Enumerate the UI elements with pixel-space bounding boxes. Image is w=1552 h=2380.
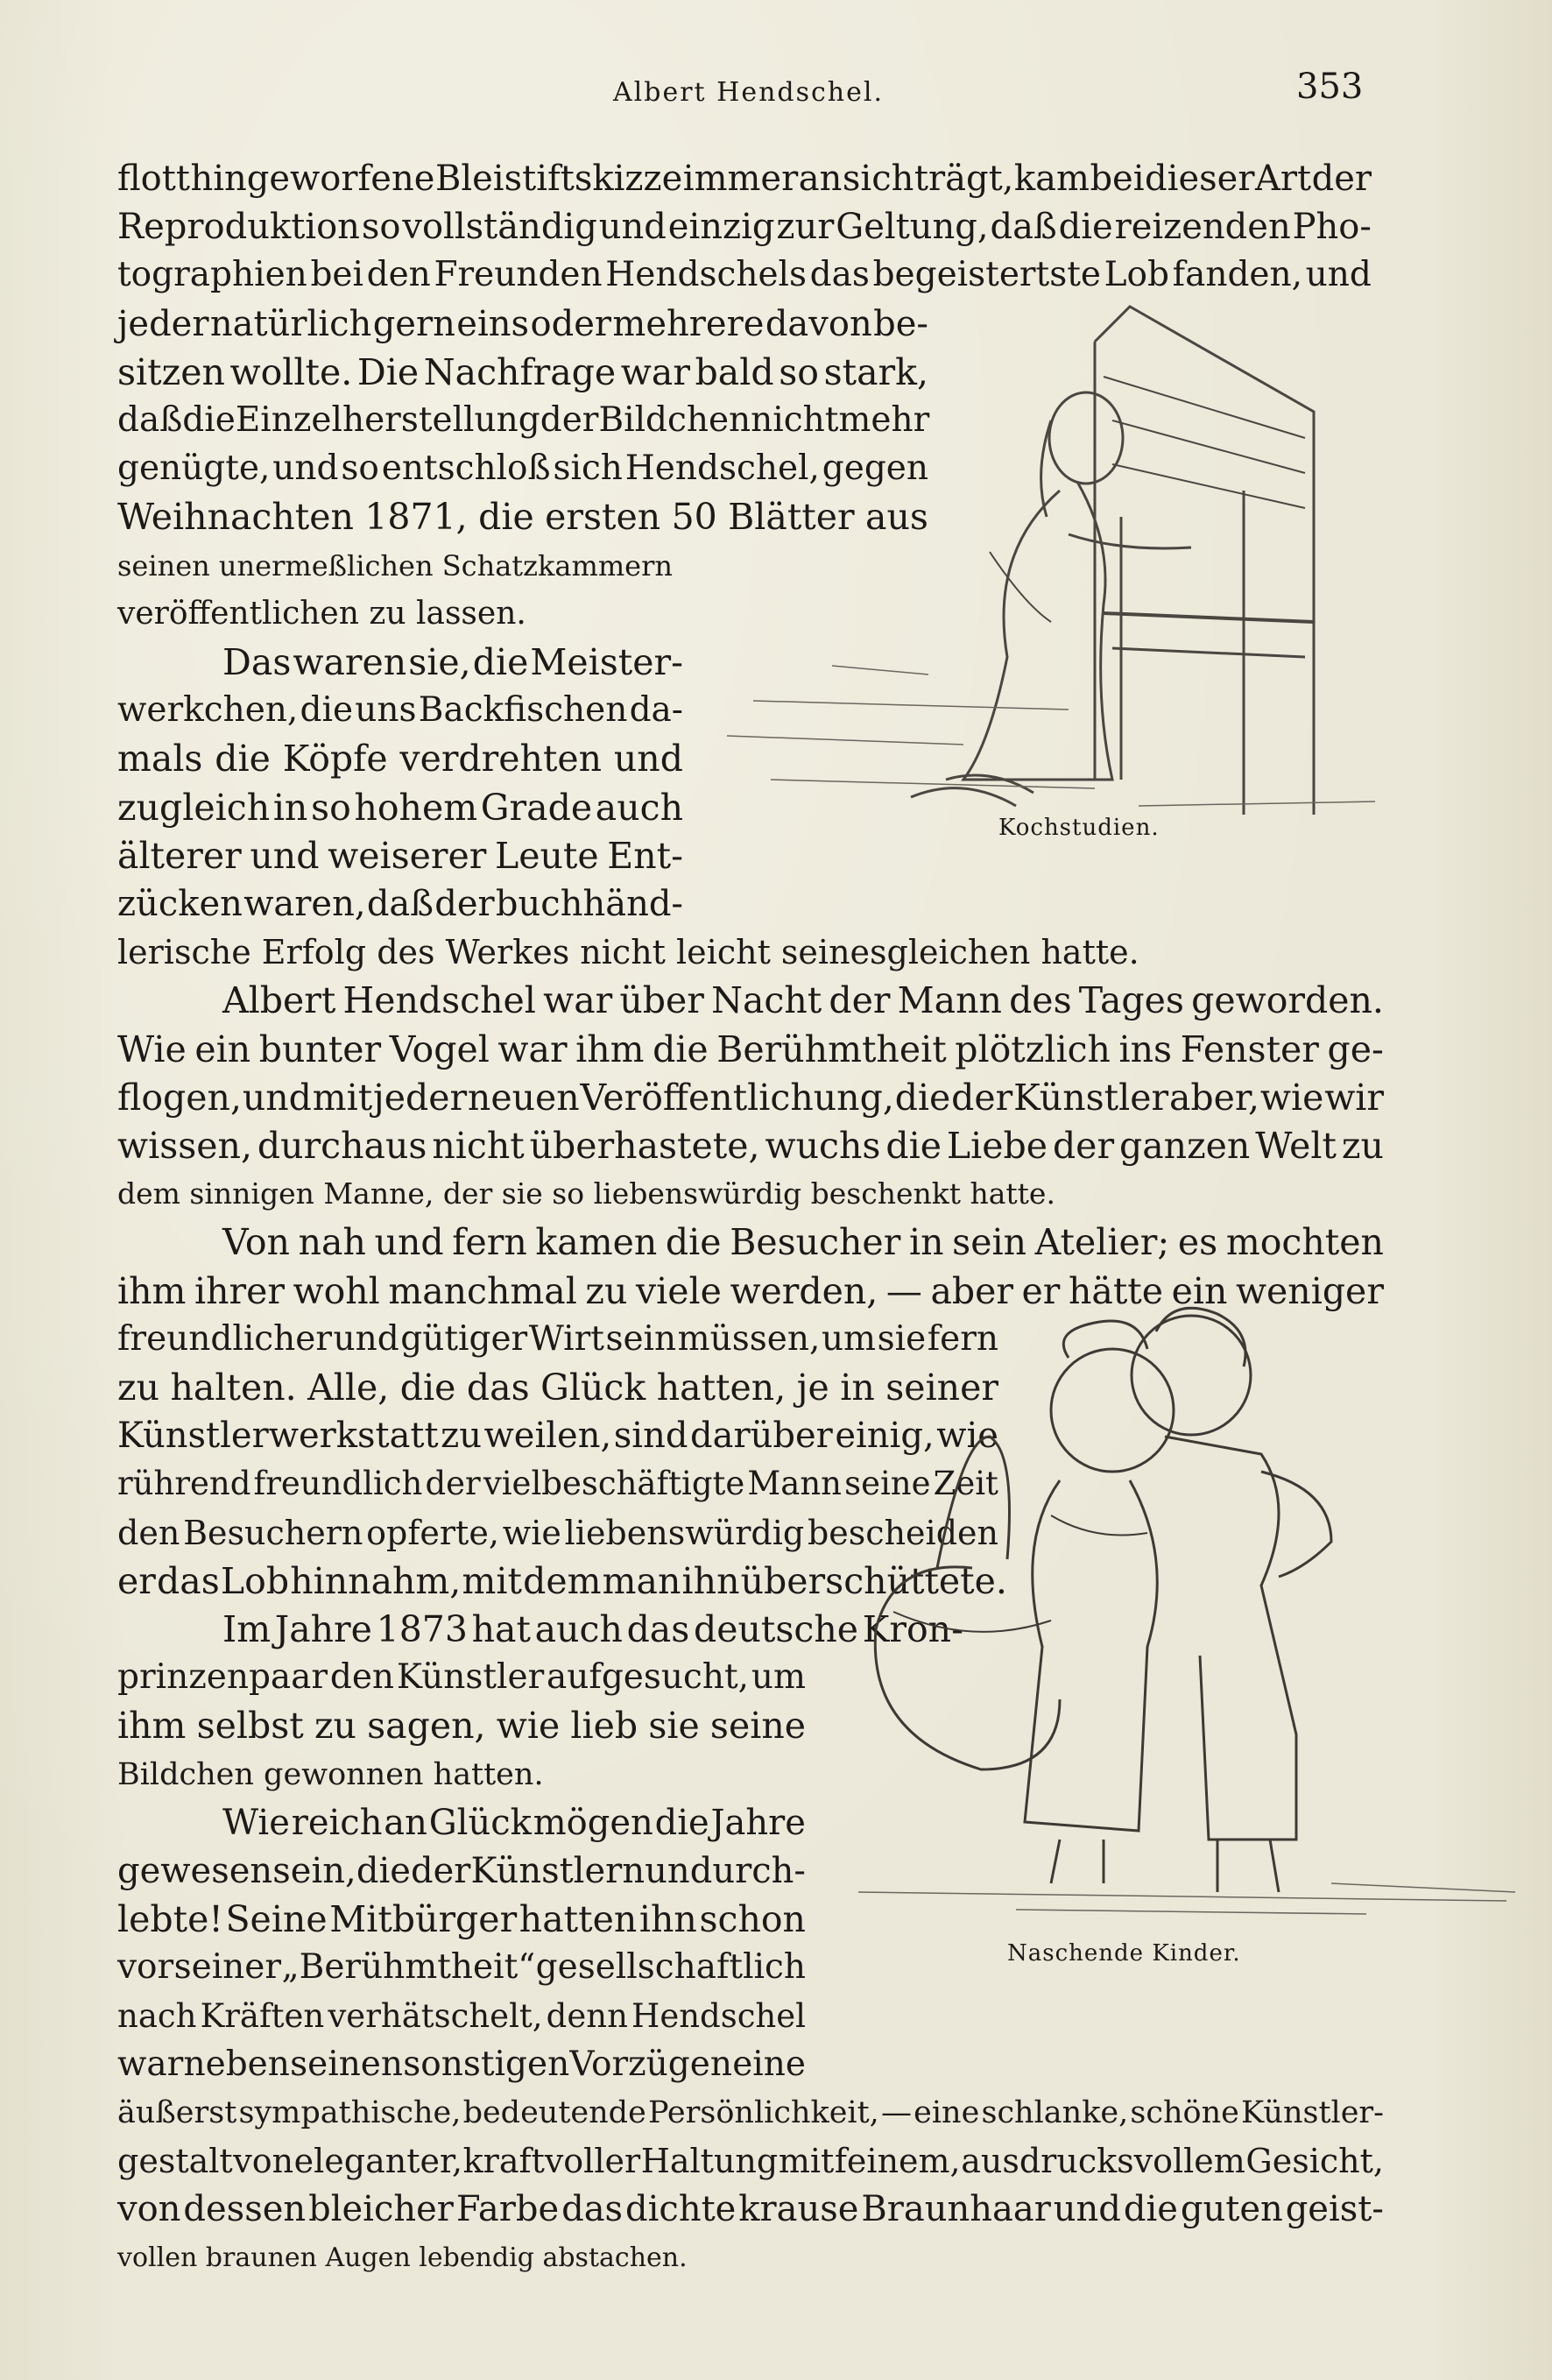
figure-caption-naschende-kinder: Naschende Kinder. — [1007, 1940, 1241, 1967]
figure-caption-kochstudien: Kochstudien. — [998, 815, 1160, 841]
text-line: dem sinnigen Manne, der sie so liebenswürdig beschenkt hatte. — [117, 1176, 1055, 1211]
text-line: lerische Erfolg des Werkes nicht leicht seinesgleichen hatte. — [117, 933, 1139, 972]
text-line: Weihnachten 1871, die ersten 50 Blätter aus — [117, 496, 928, 539]
text-line: flott hingeworfene Bleistiftskizze immer an sich trägt, kam bei dieser Art der — [117, 159, 1372, 199]
text-line: Von nah und fern kamen die Besucher in sein Atelier; es mochten — [222, 1221, 1384, 1264]
text-line: äußerst sympathische, bedeutende Persönlichkeit, — eine schlanke, schöne Künstler- — [117, 2095, 1384, 2130]
text-line: daß die Einzelherstellung der Bildchen nicht mehr — [117, 400, 930, 440]
text-line: vor seiner „Berühmtheit“ gesellschaftlich — [117, 1947, 806, 1988]
text-line: nach Kräften verhätschelt, denn Hendschel — [117, 1996, 806, 2035]
text-line: Wie ein bunter Vogel war ihm die Berühmtheit plötzlich ins Fenster ge- — [117, 1028, 1384, 1070]
text-line: Wie reich an Glück mögen die Jahre — [222, 1802, 806, 1843]
text-line: von dessen bleicher Farbe das dichte krause Braunhaar und die guten geist- — [117, 2189, 1384, 2230]
text-line: den Besuchern opferte, wie liebenswürdig bescheiden — [117, 1513, 998, 1552]
text-line: Im Jahre 1873 hat auch das deutsche Kron- — [222, 1608, 963, 1650]
text-line: lebte! Seine Mitbürger hatten ihn schon — [117, 1898, 806, 1941]
text-line: rührend freundlich der vielbeschäftigte Mann seine Zeit — [117, 1465, 998, 1503]
text-line: war neben seinen sonstigen Vorzügen eine — [117, 2044, 806, 2084]
text-line: zu halten. Alle, die das Glück hatten, je in seiner — [117, 1367, 998, 1409]
text-line: Künstlerwerkstatt zu weilen, sind darüber einig, wie — [117, 1416, 998, 1457]
naschende-kinder-illustration — [841, 1279, 1524, 1927]
text-line: genügte, und so entschloß sich Hendschel, gegen — [117, 448, 928, 489]
text-line: vollen braunen Augen lebendig abstachen. — [117, 2242, 688, 2273]
text-line: ihm ihrer wohl manchmal zu viele werden, — aber er hätte ein weniger — [117, 1269, 1384, 1312]
text-line: zugleich in so hohem Grade auch — [117, 786, 683, 829]
text-line: zücken waren, daß der buchhänd- — [117, 884, 683, 924]
text-line: flogen, und mit jeder neuen Veröffentlichung, die der Künstler aber, wie wir — [117, 1076, 1384, 1119]
text-line: älterer und weiserer Leute Ent- — [117, 834, 683, 877]
text-line: Reproduktion so vollständig und einzig zur Geltung, daß die reizenden Pho- — [117, 207, 1372, 248]
text-line: tographien bei den Freunden Hendschels das begeistertste Lob fanden, und — [117, 255, 1372, 295]
text-line: mals die Köpfe verdrehten und — [117, 738, 683, 780]
text-line: Das waren sie, die Meister- — [222, 641, 683, 683]
kochstudien-illustration — [701, 289, 1384, 815]
text-line: Bildchen gewonnen hatten. — [117, 1756, 544, 1792]
text-line: sitzen wollte. Die Nachfrage war bald so stark, — [117, 350, 928, 393]
text-line: er das Lob hinnahm, mit dem man ihn überschüttete. — [117, 1559, 1007, 1602]
text-line: seinen unermeßlichen Schatzkammern — [117, 548, 673, 583]
text-line: wissen, durchaus nicht überhastete, wuchs die Liebe der ganzen Welt zu — [117, 1125, 1384, 1167]
text-line: freundlicher und gütiger Wirt sein müssen, um sie fern — [117, 1318, 998, 1359]
text-line: gewesen sein, die der Künstler nun durch- — [117, 1851, 806, 1891]
page-number: 353 — [1296, 67, 1364, 107]
text-line: jeder natürlich gern eins oder mehrere davon be- — [117, 303, 928, 344]
text-line: gestalt von eleganter, kraftvoller Haltung mit feinem, ausdrucksvollem Gesicht, — [117, 2142, 1384, 2181]
text-line: ihm selbst zu sagen, wie lieb sie seine — [117, 1705, 806, 1748]
text-line: werkchen, die uns Backfischen da- — [117, 690, 683, 731]
running-header: Albert Hendschel. — [613, 77, 884, 108]
text-line: veröffentlichen zu lassen. — [117, 595, 526, 632]
text-line: Albert Hendschel war über Nacht der Mann des Tages geworden. — [222, 979, 1384, 1022]
text-line: prinzenpaar den Künstler aufgesucht, um — [117, 1657, 806, 1698]
